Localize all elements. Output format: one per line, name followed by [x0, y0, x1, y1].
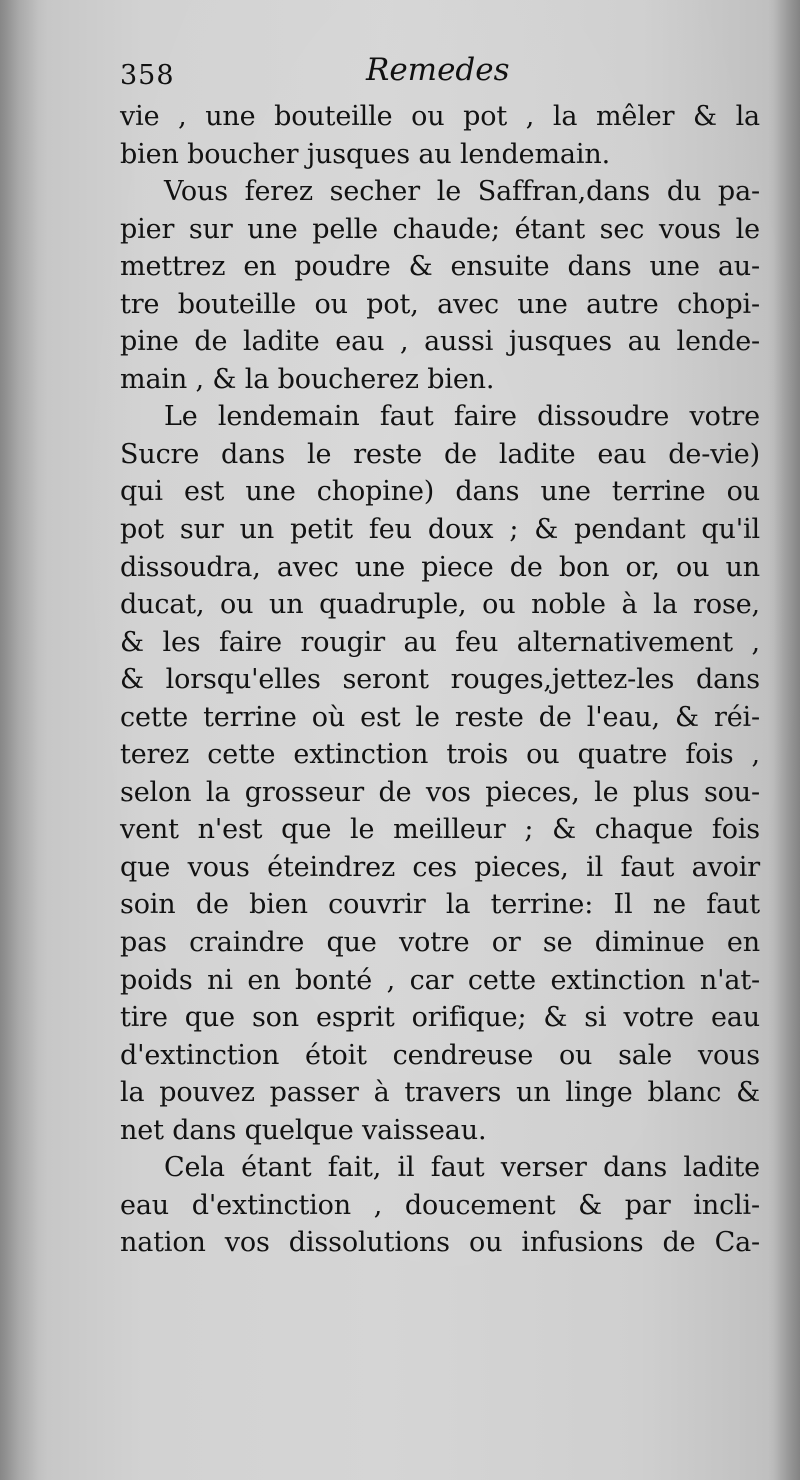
text-line: poids ni en bonté , car cette extinction n'at- [120, 964, 760, 996]
text-line: mettrez en poudre & ensuite dans une au- [120, 251, 760, 283]
text-line: Le lendemain faut faire dissoudre votre [164, 401, 760, 433]
text-line: d'extinction étoit cendreuse ou sale vous [120, 1039, 760, 1071]
text-line: terez cette extinction trois ou quatre fois , [120, 739, 760, 771]
text-line: eau d'extinction , doucement & par incli- [120, 1189, 760, 1221]
text-line: pas craindre que votre or se diminue en [120, 927, 760, 959]
text-line: la pouvez passer à travers un linge blanc & [120, 1077, 760, 1109]
text-line: tire que son esprit orifique; & si votre eau [120, 1002, 760, 1034]
text-line: bien boucher jusques au lendemain. [120, 138, 611, 170]
running-title: Remedes [366, 52, 510, 88]
text-line: dissoudra, avec une piece de bon or, ou un [120, 551, 760, 583]
text-line: Sucre dans le reste de ladite eau de-vie) [120, 438, 760, 470]
text-line: qui est une chopine) dans une terrine ou [120, 476, 760, 508]
text-line: pot sur un petit feu doux ; & pendant qu'il [120, 514, 760, 546]
page-number: 358 [120, 60, 175, 91]
text-line: & les faire rougir au feu alternativement , [120, 626, 760, 658]
text-line: pier sur une pelle chaude; étant sec vous le [120, 213, 760, 245]
text-line: soin de bien couvrir la terrine: Il ne faut [120, 889, 760, 921]
text-line: main , & la boucherez bien. [120, 363, 495, 395]
text-line: nation vos dissolutions ou infusions de Ca- [120, 1227, 760, 1259]
text-line: net dans quelque vaisseau. [120, 1114, 487, 1146]
text-line: vie , une bouteille ou pot , la mêler & la [120, 101, 760, 132]
text-line: que vous éteindrez ces pieces, il faut avoir [120, 851, 760, 883]
text-line: Cela étant fait, il faut verser dans ladite [164, 1152, 760, 1184]
text-line: Vous ferez secher le Saffran,dans du pa- [164, 176, 760, 208]
text-line: ducat, ou un quadruple, ou noble à la rose, [120, 589, 760, 621]
text-line: tre bouteille ou pot, avec une autre chopi- [120, 288, 760, 320]
text-line: & lorsqu'elles seront rouges,jettez-les dans [120, 664, 760, 696]
text-line: cette terrine où est le reste de l'eau, & réi- [120, 701, 760, 733]
page-header [120, 52, 740, 92]
body-text [120, 98, 760, 1262]
text-line: vent n'est que le meilleur ; & chaque fois [120, 814, 760, 846]
text-line: pine de ladite eau , aussi jusques au lende- [120, 326, 760, 358]
text-line: selon la grosseur de vos pieces, le plus sou- [120, 776, 760, 808]
